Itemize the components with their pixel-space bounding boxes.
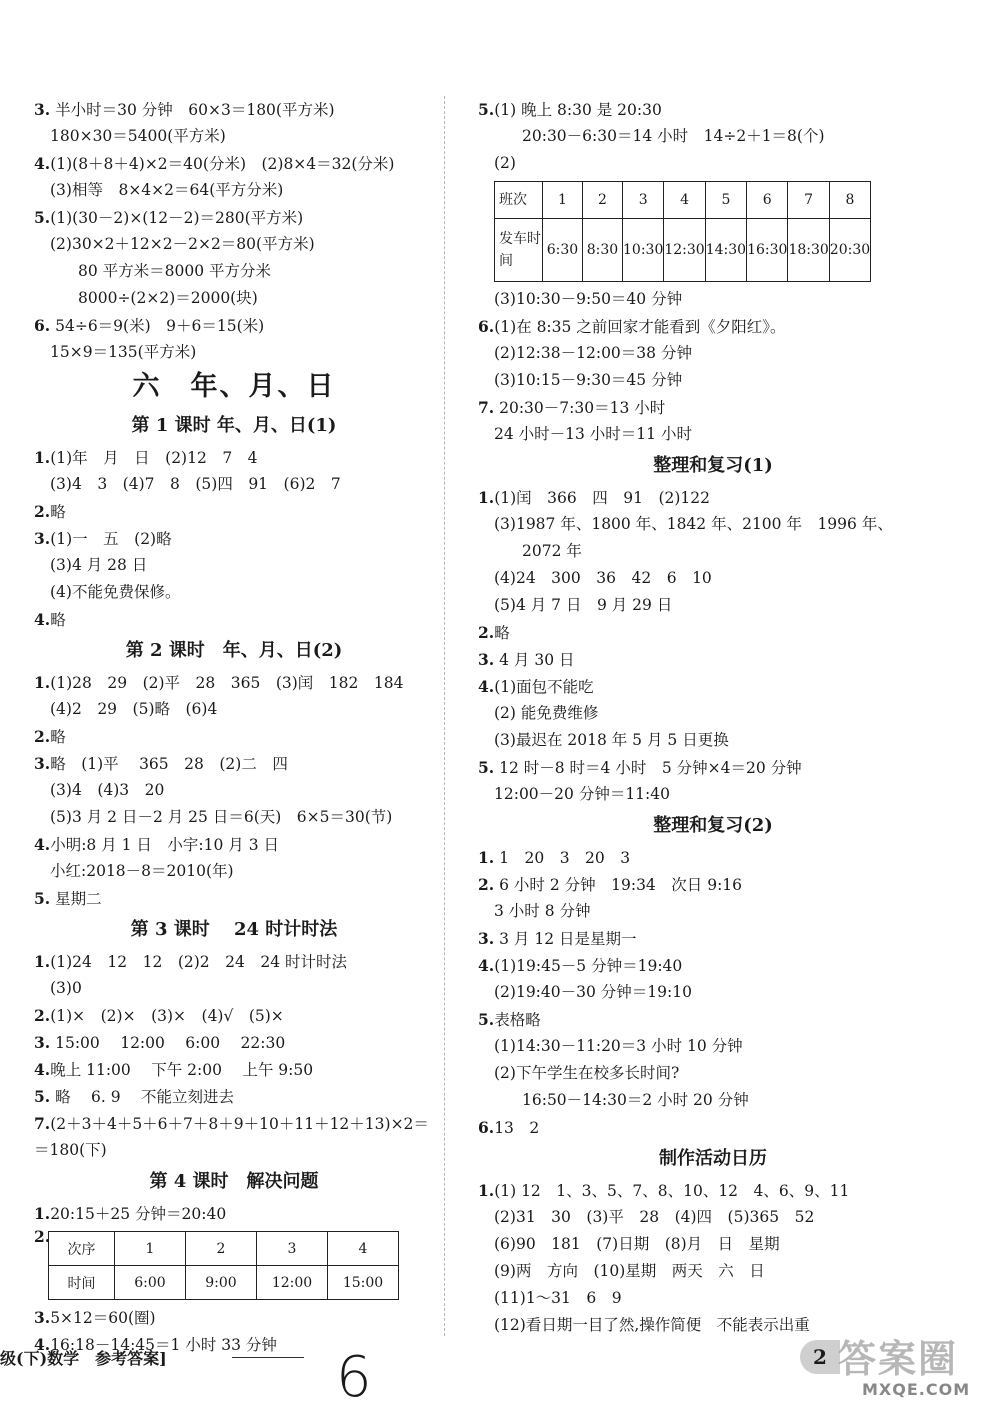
- table-row-header: 发车时间: [495, 219, 543, 282]
- section-heading: 第 1 课时 年、月、日(1): [131, 415, 337, 436]
- answer-text: 略: [494, 624, 510, 642]
- answer-number: 5.: [34, 889, 51, 908]
- answer-number: 3.: [34, 754, 51, 773]
- answer-number: 2.: [478, 623, 495, 642]
- answer-number: 3.: [34, 1308, 51, 1327]
- answer-number: 5.: [478, 758, 495, 777]
- answer-line: [478, 367, 948, 394]
- answer-number: 7.: [478, 398, 495, 417]
- answer-line: [34, 606, 434, 633]
- table-row: [495, 219, 871, 282]
- answer-text: (3)10:15－9:30＝45 分钟: [494, 371, 683, 389]
- answer-line: [34, 858, 434, 885]
- answer-text: (1)14:30－11:20＝3 小时 10 分钟: [494, 1037, 743, 1055]
- table-cell: 1: [115, 1232, 186, 1266]
- answer-line: [478, 484, 948, 511]
- answer-line: [478, 700, 948, 727]
- answer-line: [478, 979, 948, 1006]
- answer-text: 20:30－6:30＝14 小时 14÷2＋1＝8(个): [522, 127, 825, 145]
- answer-number: 1.: [34, 952, 51, 971]
- table-cell: 15:00: [328, 1266, 399, 1300]
- answer-text: (2＋3＋4＋5＋6＋7＋8＋9＋10＋11＋12＋13)×2＝: [50, 1115, 429, 1133]
- order-table: [48, 1231, 399, 1300]
- answer-text: 略 (1)平 365 28 (2)二 四: [50, 755, 288, 773]
- answer-line: [478, 619, 948, 646]
- answer-text: 180×30＝5400(平方米): [50, 127, 226, 145]
- answer-line: [34, 339, 434, 366]
- answer-text: (4)24 300 36 42 6 10: [494, 569, 712, 587]
- table-cell: 3: [257, 1232, 328, 1266]
- answer-number: 4.: [34, 835, 51, 854]
- answer-number: 6.: [478, 317, 495, 336]
- answer-text: 16:50－14:30＝2 小时 20 分钟: [522, 1091, 749, 1109]
- answer-number: 2.: [478, 875, 495, 894]
- answer-number: 5.: [478, 100, 495, 119]
- answer-text: (1)面包不能吃: [494, 678, 594, 696]
- answer-line: [478, 898, 948, 925]
- answer-number: 4.: [478, 956, 495, 975]
- table-cell: 3: [623, 182, 664, 219]
- answer-number: 1.: [478, 1181, 495, 1200]
- answer-text: 晚上 11:00 下午 2:00 上午 9:50: [50, 1061, 314, 1079]
- answer-line: [478, 952, 948, 979]
- answer-number: 5.: [34, 208, 51, 227]
- answer-text: 12:00－20 分钟＝11:40: [494, 785, 670, 803]
- handwritten-mark: 6: [336, 1345, 372, 1410]
- answer-line: [478, 1231, 948, 1258]
- answer-text: 15×9＝135(平方米): [50, 343, 197, 361]
- answer-text: 20:15＋25 分钟＝20:40: [50, 1205, 227, 1223]
- footer-rule: [232, 1357, 304, 1358]
- answer-text: (2) 能免费维修: [494, 704, 599, 722]
- answer-text: 6 小时 2 分钟 19:34 次日 9:16: [494, 876, 743, 894]
- answer-line: [34, 498, 434, 525]
- answer-line: [34, 231, 434, 258]
- table-cell: 12:30: [664, 219, 705, 282]
- answer-number: 4.: [34, 610, 51, 629]
- table-cell: 7: [788, 182, 829, 219]
- answer-text: (1)年 月 日 (2)12 7 4: [50, 449, 258, 467]
- answer-line: [478, 150, 948, 177]
- answer-text: (4)不能免费保修。: [50, 583, 181, 601]
- table-row: [49, 1232, 399, 1266]
- answer-text: 12 时－8 时＝4 小时 5 分钟×4＝20 分钟: [494, 759, 802, 777]
- answer-text: (3)相等 8×4×2＝64(平方分米): [50, 181, 284, 199]
- answer-line: [34, 177, 434, 204]
- table-cell: 12:00: [257, 1266, 328, 1300]
- footer-title: 级(下)数学 参考答案]: [0, 1349, 167, 1368]
- answer-number: 4.: [478, 677, 495, 696]
- table-cell: 8: [829, 182, 870, 219]
- answer-line: [34, 669, 434, 696]
- answer-line: [34, 258, 434, 285]
- answer-number: 4.: [34, 154, 51, 173]
- answer-number: 4.: [34, 1060, 51, 1079]
- answer-line: [34, 885, 434, 912]
- answer-text: (2): [494, 154, 516, 172]
- answer-line: [34, 723, 434, 750]
- order-table-block: [34, 1227, 434, 1300]
- answer-line: [34, 150, 434, 177]
- answer-line: [34, 1200, 434, 1227]
- answer-text: (1)(30－2)×(12－2)＝280(平方米): [50, 209, 304, 227]
- answer-number: 5.: [478, 1010, 495, 1029]
- answer-text: 略: [50, 611, 66, 629]
- table-cell: 9:00: [186, 1266, 257, 1300]
- answer-line: [478, 1177, 948, 1204]
- answer-number: 6.: [34, 316, 51, 335]
- answer-line: [34, 750, 434, 777]
- answer-line: [478, 340, 948, 367]
- answer-line: [478, 421, 948, 448]
- answer-line: [478, 565, 948, 592]
- answer-text: (1)× (2)× (3)× (4)√ (5)×: [50, 1007, 284, 1025]
- answer-line: [478, 1285, 948, 1312]
- answer-line: [34, 579, 434, 606]
- table-cell: 2: [583, 182, 623, 219]
- answer-line: [34, 1083, 434, 1110]
- answer-number: 1.: [478, 848, 495, 867]
- bus-table: [494, 181, 871, 282]
- chapter-title: 六 年、月、日: [132, 371, 336, 402]
- answer-line: [478, 96, 948, 123]
- answer-number: 1.: [478, 488, 495, 507]
- table-row: [49, 1266, 399, 1300]
- section-heading: 第 4 课时 解决问题: [149, 1171, 319, 1192]
- answer-line: [34, 285, 434, 312]
- table-row: [495, 182, 871, 219]
- answer-text: (3)4 3 (4)7 8 (5)四 91 (6)2 7: [50, 475, 341, 493]
- answer-line: [34, 471, 434, 498]
- answer-text: (3)4 月 28 日: [50, 556, 148, 574]
- answer-line: [34, 975, 434, 1002]
- answer-line: [34, 831, 434, 858]
- answer-text: 星期二: [50, 890, 102, 908]
- answer-text: (11)1～31 6 9: [494, 1289, 622, 1307]
- answer-line: [34, 204, 434, 231]
- answer-number: 3.: [34, 529, 51, 548]
- section-heading: 整理和复习(2): [653, 815, 773, 836]
- answer-line: [478, 286, 948, 313]
- answer-text: 半小时＝30 分钟 60×3＝180(平方米): [50, 101, 335, 119]
- answer-text: 20:30－7:30＝13 小时: [494, 399, 666, 417]
- answer-number: 3.: [34, 1033, 51, 1052]
- answer-text: (1) 晚上 8:30 是 20:30: [494, 101, 662, 119]
- answer-text: 80 平方米＝8000 平方分米: [78, 262, 272, 280]
- table-cell: 1: [543, 182, 583, 219]
- answer-text: 略: [50, 503, 66, 521]
- answer-number: 5.: [34, 1087, 51, 1106]
- table-cell: 10:30: [623, 219, 664, 282]
- answer-number: 4.: [34, 1335, 51, 1354]
- answer-number: 2.: [34, 1006, 51, 1025]
- answer-line: [478, 1060, 948, 1087]
- answer-text: (2)下午学生在校多长时间?: [494, 1064, 680, 1082]
- answer-text: (1)闰 366 四 91 (2)122: [494, 489, 710, 507]
- table-row-header: 次序: [49, 1232, 115, 1266]
- answer-line: [478, 925, 948, 952]
- answer-line: [34, 123, 434, 150]
- answer-text: (2)30×2＋12×2－2×2＝80(平方米): [50, 235, 315, 253]
- answer-text: (1)(8＋8＋4)×2＝40(分米) (2)8×4＝32(分米): [50, 155, 395, 173]
- answer-text: 小红:2018－8＝2010(年): [50, 862, 234, 880]
- answer-number: 2.: [34, 727, 51, 746]
- answer-text: (12)看日期一目了然,操作简便 不能表示出重: [494, 1316, 810, 1334]
- answer-line: [478, 781, 948, 808]
- table-row-header: 班次: [495, 182, 543, 219]
- answer-text: 24 小时－13 小时＝11 小时: [494, 425, 692, 443]
- answer-line: [478, 646, 948, 673]
- answer-line: [478, 1087, 948, 1114]
- table-cell: 5: [705, 182, 746, 219]
- answer-text: (2)12:38－12:00＝38 分钟: [494, 344, 692, 362]
- answer-line: [34, 444, 434, 471]
- answer-number: 2.: [34, 1227, 51, 1246]
- table-row-header: 时间: [49, 1266, 115, 1300]
- answer-text: 3 月 12 日是星期一: [494, 930, 637, 948]
- table-cell: 18:30: [788, 219, 829, 282]
- answer-line: [478, 727, 948, 754]
- table-cell: 14:30: [705, 219, 746, 282]
- answer-line: [34, 1137, 434, 1164]
- table-cell: 6:00: [115, 1266, 186, 1300]
- bus-table-wrap: [494, 181, 948, 282]
- page-number: 2: [800, 1340, 840, 1374]
- watermark-url: MXQE.COM: [862, 1380, 971, 1399]
- answer-text: (3)4 (4)3 20: [50, 781, 165, 799]
- answer-line: [34, 525, 434, 552]
- answer-line: [34, 1304, 434, 1331]
- answer-number: 6.: [478, 1118, 495, 1137]
- answer-text: 5×12＝60(圈): [50, 1309, 156, 1327]
- table-cell: 8:30: [583, 219, 623, 282]
- order-table-wrap: [48, 1231, 434, 1300]
- answer-line: [34, 804, 434, 831]
- answer-line: [478, 1114, 948, 1141]
- answer-number: 1.: [34, 448, 51, 467]
- answer-text: 8000÷(2×2)＝2000(块): [78, 289, 258, 307]
- answer-line: [34, 1056, 434, 1083]
- answer-text: (5)3 月 2 日－2 月 25 日＝6(天) 6×5＝30(节): [50, 808, 393, 826]
- answer-text: (4)2 29 (5)略 (6)4: [50, 700, 218, 718]
- answer-line: [478, 394, 948, 421]
- answer-line: [34, 777, 434, 804]
- answer-line: [34, 1029, 434, 1056]
- answer-number: 3.: [478, 650, 495, 669]
- section-heading: 第 3 课时 24 时计时法: [130, 919, 338, 940]
- answer-line: [478, 1204, 948, 1231]
- answer-line: [34, 696, 434, 723]
- column-divider: [444, 96, 445, 1336]
- answer-text: (9)两 方向 (10)星期 两天 六 日: [494, 1262, 765, 1280]
- left-column: [34, 96, 434, 1358]
- section-heading: 整理和复习(1): [653, 455, 773, 476]
- table-cell: 16:30: [747, 219, 788, 282]
- answer-text: (3)10:30－9:50＝40 分钟: [494, 290, 683, 308]
- answer-text: (5)4 月 7 日 9 月 29 日: [494, 596, 673, 614]
- answer-number: 1.: [34, 673, 51, 692]
- answer-text: 13 2: [494, 1119, 540, 1137]
- answer-text: (3)最迟在 2018 年 5 月 5 日更换: [494, 731, 729, 749]
- answer-text: 小明:8 月 1 日 小宇:10 月 3 日: [50, 836, 280, 854]
- answer-line: [34, 312, 434, 339]
- right-column: [478, 96, 948, 1339]
- answer-number: 3.: [34, 100, 51, 119]
- answer-text: (3)0: [50, 979, 82, 997]
- answer-line: [34, 1002, 434, 1029]
- answer-text: 15:00 12:00 6:00 22:30: [50, 1034, 286, 1052]
- answer-line: [478, 1258, 948, 1285]
- answer-text: (1)一 五 (2)略: [50, 530, 172, 548]
- answer-line: [34, 948, 434, 975]
- answer-text: (1)28 29 (2)平 28 365 (3)闰 182 184: [50, 674, 404, 692]
- table-cell: 4: [328, 1232, 399, 1266]
- answer-line: [478, 871, 948, 898]
- answer-line: [478, 1006, 948, 1033]
- answer-text: 3 小时 8 分钟: [494, 902, 591, 920]
- answer-text: (2)31 30 (3)平 28 (4)四 (5)365 52: [494, 1208, 815, 1226]
- answer-text: (2)19:40－30 分钟＝19:10: [494, 983, 692, 1001]
- answer-text: (1)19:45－5 分钟＝19:40: [494, 957, 683, 975]
- answer-text: 4 月 30 日: [494, 651, 575, 669]
- answer-text: 略 6. 9 不能立刻进去: [50, 1088, 235, 1106]
- answer-text: ＝180(下): [34, 1141, 107, 1159]
- answer-text: 表格略: [494, 1011, 541, 1029]
- answer-text: (1)在 8:35 之前回家才能看到《夕阳红》。: [494, 318, 786, 336]
- table-cell: 6:30: [543, 219, 583, 282]
- answer-line: [34, 552, 434, 579]
- answer-text: 2072 年: [522, 542, 582, 560]
- table-cell: 4: [664, 182, 705, 219]
- answer-text: 54÷6＝9(米) 9＋6＝15(米): [50, 317, 265, 335]
- section-heading: 第 2 课时 年、月、日(2): [125, 640, 343, 661]
- table-cell: 6: [747, 182, 788, 219]
- answer-number: 3.: [478, 929, 495, 948]
- answer-number: 2.: [34, 502, 51, 521]
- answer-text: 16:18－14:45＝1 小时 33 分钟: [50, 1336, 277, 1354]
- answer-line: [34, 96, 434, 123]
- section-heading: 制作活动日历: [659, 1148, 767, 1169]
- answer-line: [478, 123, 948, 150]
- answer-line: [478, 313, 948, 340]
- answer-line: [478, 592, 948, 619]
- answer-number: 7.: [34, 1114, 51, 1133]
- answer-line: [478, 1033, 948, 1060]
- watermark-logo: 答案圈: [838, 1337, 959, 1381]
- answer-text: 略: [50, 728, 66, 746]
- table-cell: 20:30: [829, 219, 870, 282]
- table-cell: 2: [186, 1232, 257, 1266]
- answer-line: [478, 754, 948, 781]
- answer-line: [478, 844, 948, 871]
- answer-text: (1)24 12 12 (2)2 24 24 时计时法: [50, 953, 348, 971]
- answer-line: [478, 511, 948, 538]
- answer-text: (1) 12 1、3、5、7、8、10、12 4、6、9、11: [494, 1182, 850, 1200]
- answer-line: [34, 1110, 434, 1137]
- answer-line: [478, 538, 948, 565]
- answer-text: (6)90 181 (7)日期 (8)月 日 星期: [494, 1235, 780, 1253]
- answer-number: 1.: [34, 1204, 51, 1223]
- answer-text: (3)1987 年、1800 年、1842 年、2100 年 1996 年、: [494, 515, 893, 533]
- answer-text: 1 20 3 20 3: [494, 849, 631, 867]
- answer-line: [478, 673, 948, 700]
